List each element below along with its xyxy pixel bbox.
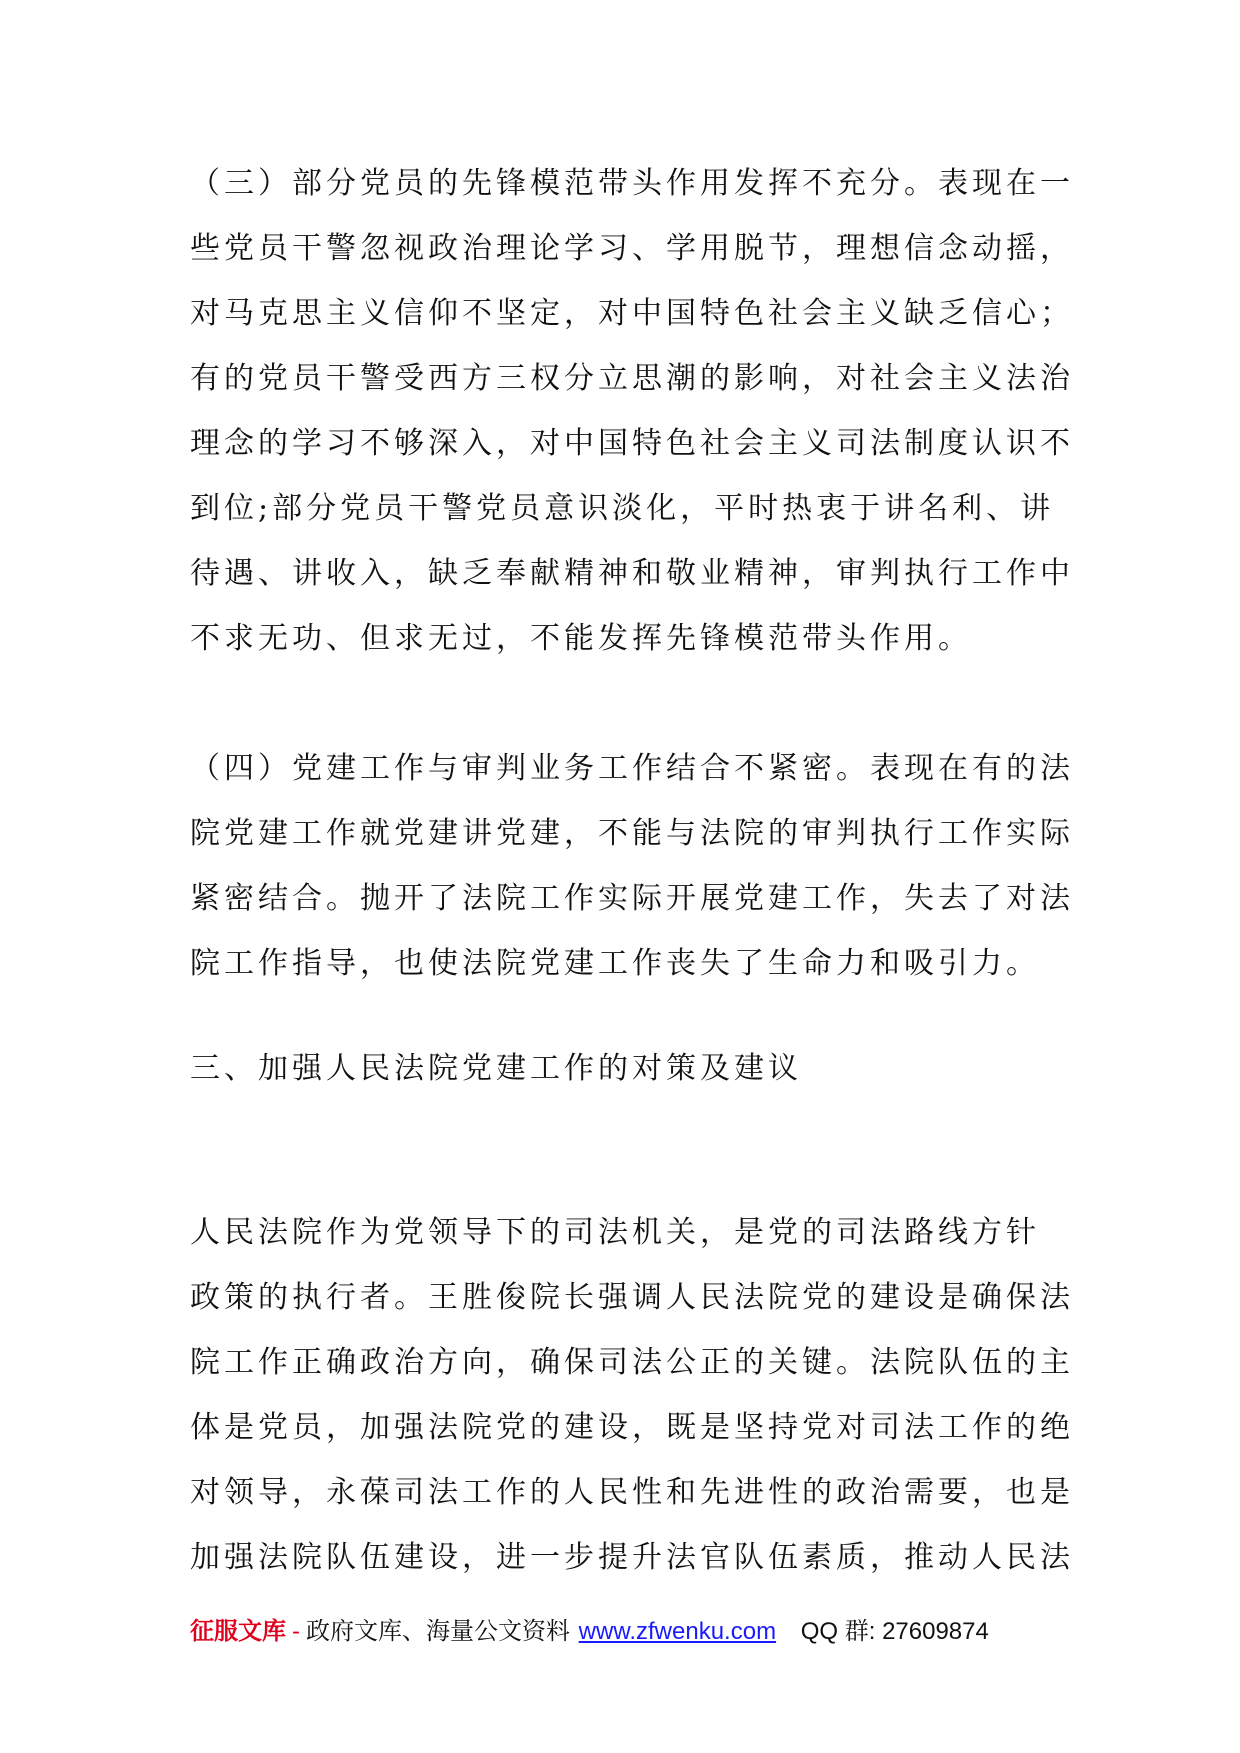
paragraph-section-3 (190, 151, 1074, 671)
text-line: 不求无功、但求无过，不能发挥先锋模范带头作用。 (190, 621, 972, 656)
text-line: 对马克思主义信仰不坚定，对中国特色社会主义缺乏信心； (190, 296, 1074, 331)
text-line: 到位;部分党员干警党员意识淡化，平时热衷于讲名利、讲 (190, 491, 1055, 526)
text-line: 待遇、讲收入，缺乏奉献精神和敬业精神，审判执行工作中 (190, 556, 1074, 591)
text-line: 对领导，永葆司法工作的人民性和先进性的政治需要，也是 (190, 1475, 1074, 1510)
text-line: 有的党员干警受西方三权分立思潮的影响，对社会主义法治 (190, 361, 1074, 396)
text-line: 院工作指导，也使法院党建工作丧失了生命力和吸引力。 (190, 946, 1040, 981)
text-line: 体是党员，加强法院党的建设，既是坚持党对司法工作的绝 (190, 1410, 1074, 1445)
heading-text: 三、加强人民法院党建工作的对策及建议 (190, 1051, 802, 1086)
footer-qq-group: QQ 群: 27609874 (800, 1618, 989, 1645)
text-line: 理念的学习不够深入，对中国特色社会主义司法制度认识不 (190, 426, 1074, 461)
section-heading (190, 1036, 1060, 1101)
text-line: 紧密结合。抛开了法院工作实际开展党建工作，失去了对法 (190, 881, 1074, 916)
text-line: 院工作正确政治方向，确保司法公正的关键。法院队伍的主 (190, 1345, 1074, 1380)
footer-tagline: 政府文库、海量公文资料 (306, 1618, 570, 1645)
text-line: 政策的执行者。王胜俊院长强调人民法院党的建设是确保法 (190, 1280, 1074, 1315)
text-line: （四）党建工作与审判业务工作结合不紧密。表现在有的法 (190, 751, 1074, 786)
footer-separator: - (292, 1618, 300, 1645)
text-line: 人民法院作为党领导下的司法机关，是党的司法路线方针 (190, 1215, 1040, 1250)
page-footer (190, 1612, 1060, 1652)
paragraph-section-4 (190, 736, 1074, 996)
footer-brand: 征服文库 (190, 1618, 286, 1645)
paragraph-section-5 (190, 1200, 1074, 1590)
footer-url-link[interactable]: www.zfwenku.com (578, 1618, 777, 1645)
text-line: 加强法院队伍建设，进一步提升法官队伍素质，推动人民法 (190, 1540, 1074, 1575)
text-line: （三）部分党员的先锋模范带头作用发挥不充分。表现在一 (190, 166, 1074, 201)
text-line: 院党建工作就党建讲党建，不能与法院的审判执行工作实际 (190, 816, 1074, 851)
text-line: 些党员干警忽视政治理论学习、学用脱节，理想信念动摇， (190, 231, 1074, 266)
